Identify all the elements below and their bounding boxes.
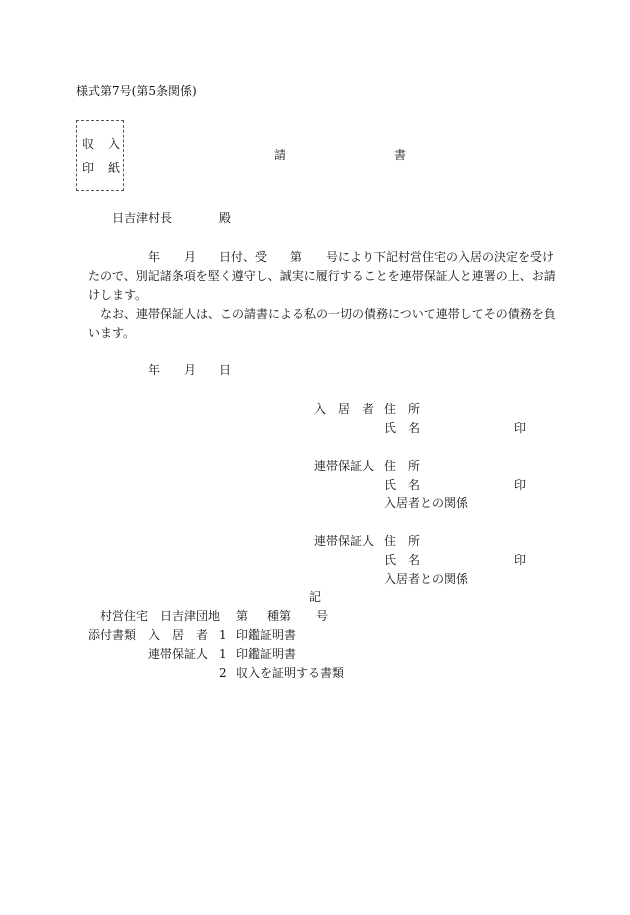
attachment-party: 連帯保証人	[148, 647, 209, 661]
attachments-label: 添付書類	[88, 628, 137, 642]
body-line2: たので、別記諸条項を堅く遵守し、誠実に履行することを連帯保証人と連署の上、お請	[88, 269, 556, 283]
housing-dai: 第	[236, 609, 249, 623]
body-month: 月	[184, 250, 197, 264]
stamp-label-line2: 印 紙	[82, 161, 122, 175]
housing-shu: 種第	[267, 609, 292, 623]
record-heading: 記	[309, 590, 322, 604]
form-number: 様式第7号(第5条関係)	[76, 84, 197, 98]
guarantor1-role: 連帯保証人	[314, 459, 375, 473]
date-year: 年	[148, 363, 161, 377]
body-line3: けします。	[88, 288, 148, 302]
date-day: 日	[219, 363, 232, 377]
tenant-seal: 印	[514, 421, 527, 435]
guarantor2-relation-label: 入居者との関係	[384, 572, 469, 586]
attachment-num: 1	[219, 628, 227, 642]
body-line4: なお、連帯保証人は、この請書による私の一切の債務について連帯してその債務を負	[100, 307, 556, 321]
addressee-honorific: 殿	[219, 211, 232, 225]
housing-go: 号	[316, 609, 329, 623]
guarantor2-seal: 印	[514, 553, 527, 567]
body-number: 第	[290, 250, 303, 264]
addressee-name: 日吉津村長	[112, 211, 173, 225]
guarantor1-name-label: 氏 名	[384, 478, 421, 492]
revenue-stamp-box	[76, 120, 124, 191]
guarantor1-seal: 印	[514, 478, 527, 492]
attachment-doc: 印鑑証明書	[236, 647, 297, 661]
guarantor1-relation-label: 入居者との関係	[384, 496, 469, 510]
attachment-party: 入 居 者	[148, 628, 209, 642]
attachment-doc: 収入を証明する書類	[236, 666, 345, 680]
stamp-label-line1: 収 入	[82, 137, 122, 151]
body-line5: います。	[88, 326, 136, 340]
tenant-name-label: 氏 名	[384, 421, 421, 435]
guarantor2-role: 連帯保証人	[314, 534, 375, 548]
body-year: 年	[148, 250, 161, 264]
date-month: 月	[184, 363, 197, 377]
tenant-address-label: 住 所	[384, 402, 421, 416]
guarantor2-name-label: 氏 名	[384, 553, 421, 567]
body-day: 日付、受	[219, 250, 268, 264]
title-char-1: 請	[274, 148, 287, 162]
tenant-role: 入 居 者	[314, 402, 375, 416]
guarantor1-address-label: 住 所	[384, 459, 421, 473]
guarantor2-address-label: 住 所	[384, 534, 421, 548]
housing-label: 村営住宅 日吉津団地	[100, 609, 221, 623]
attachment-num: 1	[219, 647, 227, 661]
body-line1-rest: 号により下記村営住宅の入居の決定を受け	[326, 250, 555, 264]
title-char-2: 書	[394, 148, 407, 162]
attachment-doc: 印鑑証明書	[236, 628, 297, 642]
attachment-num: 2	[219, 666, 227, 680]
